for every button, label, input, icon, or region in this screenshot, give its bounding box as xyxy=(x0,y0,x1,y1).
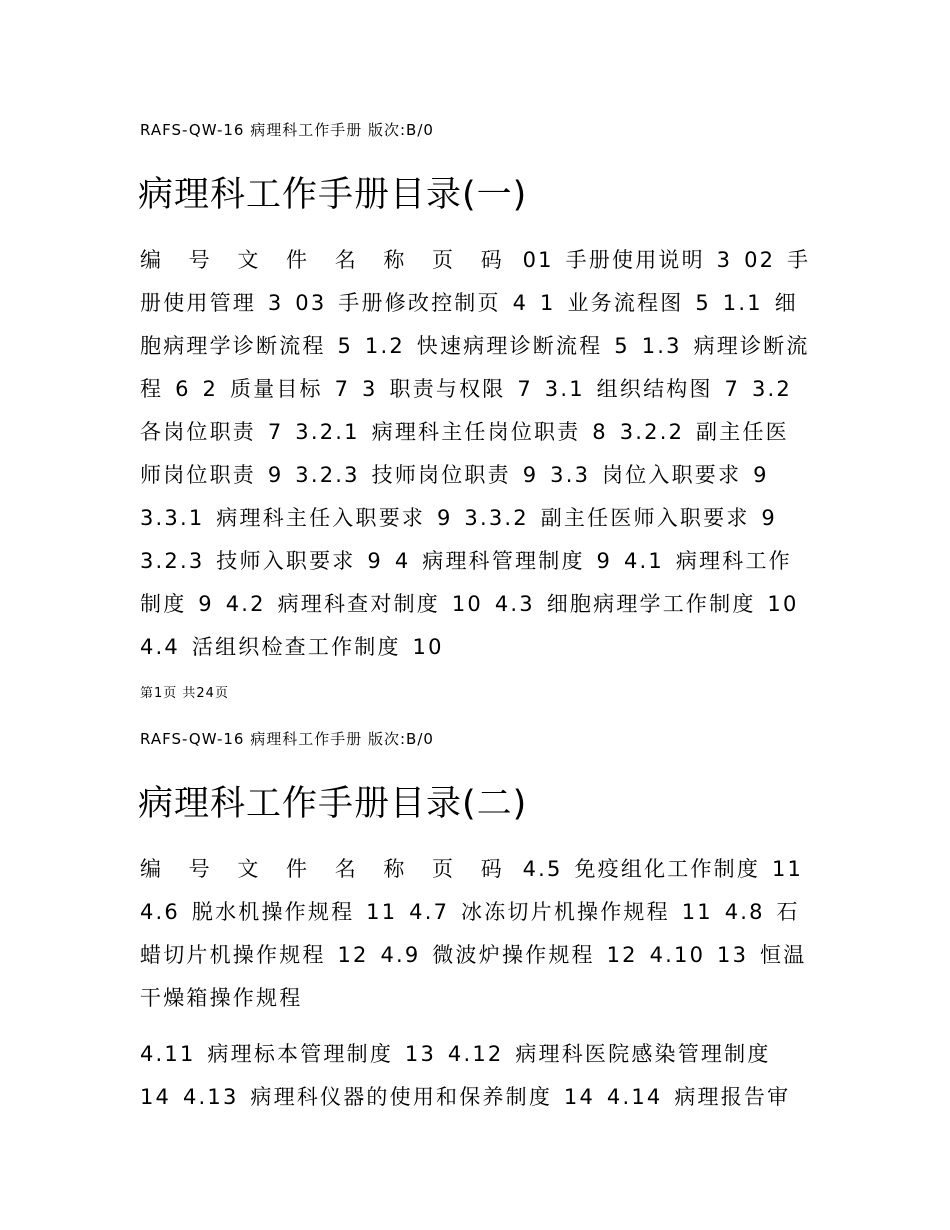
page1-column-headings: 编 号 文 件 名 称 页 码 xyxy=(140,248,511,272)
page1-footer: 第1页 共24页 xyxy=(140,686,229,701)
page1-header: RAFS-QW-16 病理科工作手册 版次:B/0 xyxy=(140,121,434,139)
page1-title: 病理科工作手册目录(一) xyxy=(138,175,528,215)
page1-toc-entries: 01 手册使用说明 3 02 手册使用管理 3 03 手册修改控制页 4 1 业务流程图 5 1.1 细胞病理学诊断流程 5 1.2 快速病理诊断流程 5 1.3 病理诊断流程 6 2 质量目标 7 3 职责与权限 7 3.1 组织结构图 7 3.2 各岗位职责 7 3.2.1 病理科主任岗位职责 8 3.2.2 副主任医师岗位职责 9 3.2.3 技师岗位职责 9 3.3 岗位入职要求 9 3.3.1 病理科主任入职要求 9 3.3.2 副主任医师入职要求 9 3.2.3 技师入职要求 9 4 病理科管理制度 9 4.1 病理科工作制度 9 4.2 病理科查对制度 10 4.3 细胞病理学工作制度 10 4.4 活组织检查工作制度 10 xyxy=(140,248,811,659)
page2-column-headings: 编 号 文 件 名 称 页 码 xyxy=(140,857,511,881)
page2-toc-text xyxy=(140,848,812,1020)
page2-header: RAFS-QW-16 病理科工作手册 版次:B/0 xyxy=(140,730,434,748)
page2-title: 病理科工作手册目录(二) xyxy=(138,784,528,824)
page2-toc-text-continued: 4.11 病理标本管理制度 13 4.12 病理科医院感染管理制度 14 4.13 病理科仪器的使用和保养制度 14 4.14 病理报告审 xyxy=(140,1042,791,1109)
page1-toc-text xyxy=(140,239,812,669)
page2-toc-entries: 4.5 免疫组化工作制度 11 4.6 脱水机操作规程 11 4.7 冰冻切片机操作规程 11 4.8 石蜡切片机操作规程 12 4.9 微波炉操作规程 12 4.10 13 恒温干燥箱操作规程 xyxy=(140,857,807,1010)
